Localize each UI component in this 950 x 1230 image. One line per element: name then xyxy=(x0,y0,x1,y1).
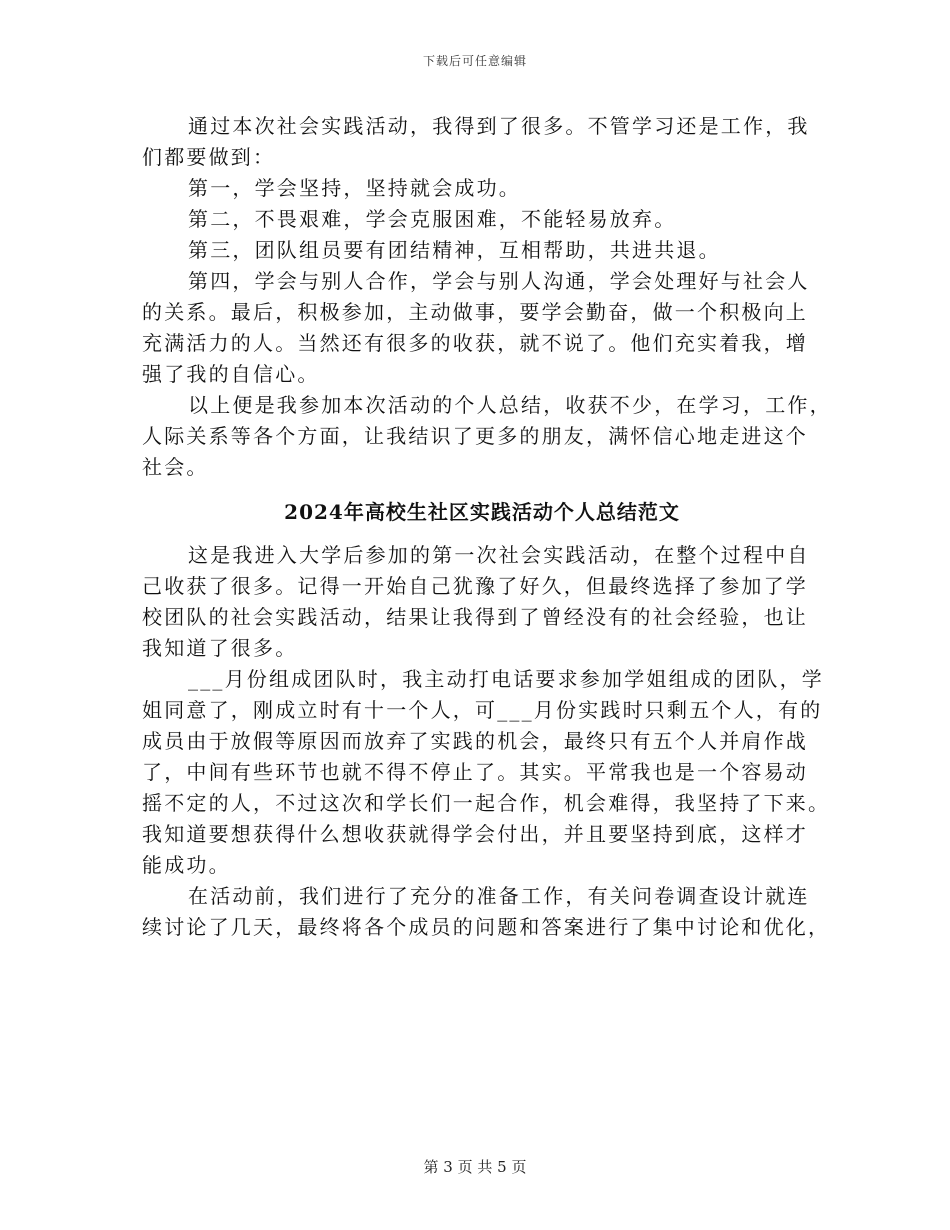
paragraph-line: 己收获了很多。记得一开始自己犹豫了好久，但最终选择了参加了学 xyxy=(142,574,808,598)
paragraph-line: 成员由于放假等原因而放弃了实践的机会，最终只有五个人并肩作战 xyxy=(142,729,808,753)
paragraph-line: 人际关系等各个方面，让我结识了更多的朋友，满怀信心地走进这个 xyxy=(142,424,808,448)
paragraph-line: 这是我进入大学后参加的第一次社会实践活动，在整个过程中自 xyxy=(188,543,810,567)
paragraph-line: 了，中间有些环节也就不得不停止了。其实。平常我也是一个容易动 xyxy=(142,760,808,784)
paragraph-line: 充满活力的人。当然还有很多的收获，就不说了。他们充实着我，增 xyxy=(142,331,808,355)
document-body xyxy=(142,111,832,943)
paragraph-line: 们都要做到： xyxy=(142,145,276,169)
paragraph-line: 我知道要想获得什么想收获就得学会付出，并且要坚持到底，这样才 xyxy=(142,822,808,846)
paragraph-line: 我知道了很多。 xyxy=(142,636,298,660)
paragraph-line: ___月份组成团队时，我主动打电话要求参加学姐组成的团队，学 xyxy=(188,667,824,691)
paragraph-line: 在活动前，我们进行了充分的准备工作，有关问卷调查设计就连 xyxy=(188,884,810,908)
paragraph-line: 通过本次社会实践活动，我得到了很多。不管学习还是工作，我 xyxy=(188,114,810,138)
paragraph-line: 第四，学会与别人合作，学会与别人沟通，学会处理好与社会人 xyxy=(188,269,810,293)
paragraph-line: 姐同意了，刚成立时有十一个人，可___月份实践时只剩五个人，有的 xyxy=(142,698,823,722)
paragraph-line: 能成功。 xyxy=(142,853,231,877)
page-number-footer: 第 3 页 共 5 页 xyxy=(423,1158,527,1176)
paragraph-line: 续讨论了几天，最终将各个成员的问题和答案进行了集中讨论和优化， xyxy=(142,915,831,939)
header-note: 下载后可任意编辑 xyxy=(422,54,527,68)
section-title: 2024年高校生社区实践活动个人总结范文 xyxy=(284,500,680,524)
paragraph-line: 摇不定的人，不过这次和学长们一起合作，机会难得，我坚持了下来。 xyxy=(142,791,831,815)
paragraph-line: 校团队的社会实践活动，结果让我得到了曾经没有的社会经验，也让 xyxy=(142,605,808,629)
paragraph-line: 以上便是我参加本次活动的个人总结，收获不少，在学习，工作， xyxy=(188,393,832,417)
paragraph-line: 第三，团队组员要有团结精神，互相帮助，共进共退。 xyxy=(188,238,721,262)
paragraph-line: 社会。 xyxy=(142,455,209,479)
paragraph-line: 第一，学会坚持，坚持就会成功。 xyxy=(188,176,521,200)
paragraph-line: 的关系。最后，积极参加，主动做事，要学会勤奋，做一个积极向上 xyxy=(142,300,808,324)
paragraph-line: 强了我的自信心。 xyxy=(142,362,320,386)
paragraph-line: 第二，不畏艰难，学会克服困难，不能轻易放弃。 xyxy=(188,207,677,231)
